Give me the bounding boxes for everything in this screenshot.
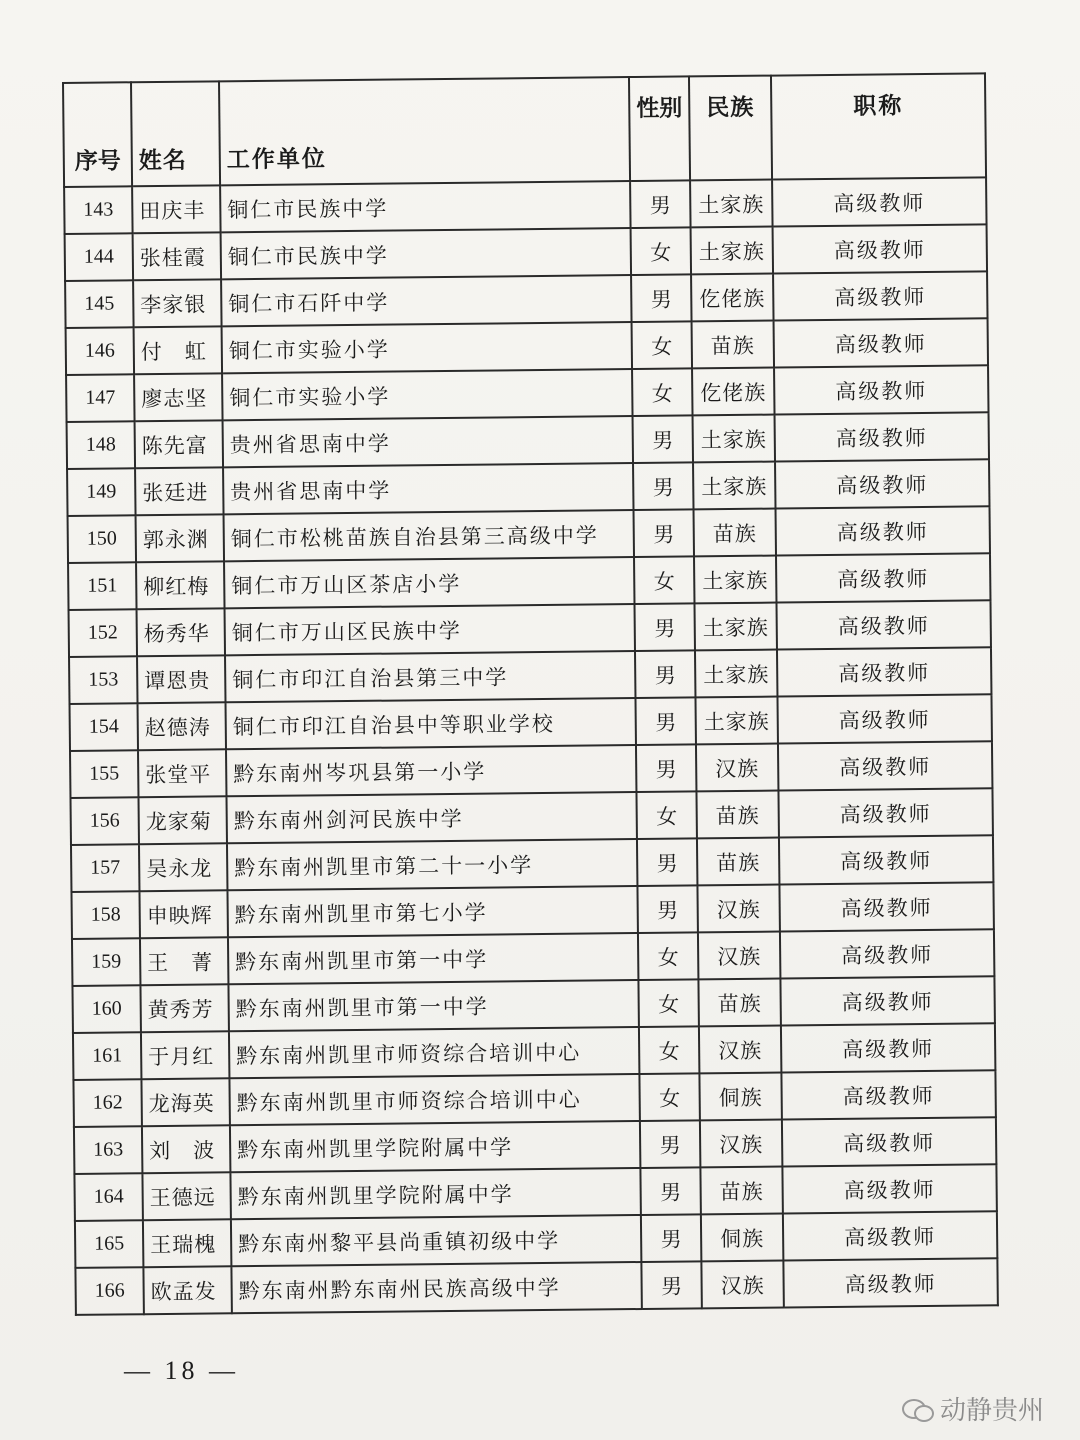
cell-sex: 男 (634, 603, 694, 651)
cell-unit: 铜仁市实验小学 (222, 322, 632, 373)
cell-unit: 黔东南州黎平县尚重镇初级中学 (231, 1215, 641, 1266)
header-no: 序号 (63, 82, 132, 187)
cell-sex: 男 (636, 744, 696, 792)
cell-name: 于月红 (141, 1031, 229, 1079)
cell-no: 161 (73, 1032, 141, 1080)
cell-unit: 黔东南州岑巩县第一小学 (226, 745, 636, 796)
cell-sex: 女 (636, 791, 696, 839)
cell-unit: 铜仁市实验小学 (222, 369, 632, 420)
cell-sex: 男 (637, 885, 697, 933)
page-number: — 18 — (124, 1356, 239, 1385)
cell-no: 157 (71, 844, 139, 892)
teacher-list-table (62, 72, 999, 1316)
cell-ethnicity: 苗族 (700, 1167, 782, 1215)
cell-unit: 贵州省思南中学 (223, 416, 633, 467)
cell-unit: 黔东南州凯里学院附属中学 (230, 1121, 640, 1172)
table-body (64, 177, 998, 1315)
cell-ethnicity: 仡佬族 (691, 274, 773, 322)
cell-title: 高级教师 (776, 553, 990, 602)
cell-unit: 黔东南州凯里学院附属中学 (230, 1168, 640, 1219)
cell-unit: 铜仁市万山区民族中学 (225, 604, 635, 655)
cell-ethnicity: 苗族 (692, 321, 774, 369)
cell-name: 陈先富 (135, 420, 223, 468)
cell-sex: 女 (638, 932, 698, 980)
cell-unit: 黔东南州凯里市师资综合培训中心 (229, 1074, 639, 1125)
cell-sex: 男 (630, 180, 690, 228)
cell-unit: 铜仁市石阡中学 (221, 275, 631, 326)
cell-unit: 铜仁市民族中学 (221, 228, 631, 279)
cell-no: 148 (67, 421, 135, 469)
wechat-icon (902, 1397, 932, 1421)
cell-no: 153 (69, 656, 137, 704)
cell-no: 164 (74, 1173, 142, 1221)
cell-name: 黄秀芳 (140, 984, 228, 1032)
cell-ethnicity: 汉族 (696, 744, 778, 792)
cell-ethnicity: 土家族 (691, 227, 773, 275)
cell-ethnicity: 汉族 (700, 1120, 782, 1168)
cell-name: 谭恩贵 (137, 655, 225, 703)
cell-sex: 男 (635, 697, 695, 745)
cell-sex: 男 (635, 650, 695, 698)
header-unit: 工作单位 (219, 77, 630, 185)
cell-title: 高级教师 (773, 224, 987, 273)
cell-unit: 黔东南州剑河民族中学 (226, 792, 636, 843)
cell-title: 高级教师 (778, 741, 992, 790)
cell-ethnicity: 仡佬族 (692, 368, 774, 416)
cell-title: 高级教师 (782, 1117, 996, 1166)
cell-sex: 女 (638, 979, 698, 1027)
cell-no: 151 (68, 562, 136, 610)
cell-ethnicity: 汉族 (698, 932, 780, 980)
cell-no: 145 (65, 280, 133, 328)
cell-name: 王德远 (142, 1172, 230, 1220)
cell-sex: 男 (640, 1120, 700, 1168)
cell-sex: 女 (632, 368, 692, 416)
cell-sex: 男 (631, 274, 691, 322)
cell-sex: 男 (633, 415, 693, 463)
cell-sex: 男 (633, 462, 693, 510)
cell-no: 159 (72, 938, 140, 986)
cell-name: 王瑞槐 (143, 1219, 231, 1267)
cell-ethnicity: 土家族 (693, 462, 775, 510)
cell-unit: 黔东南州凯里市第一中学 (228, 980, 638, 1031)
cell-name: 赵德涛 (138, 702, 226, 750)
cell-name: 廖志坚 (134, 373, 222, 421)
header-sex: 性别 (629, 76, 690, 181)
cell-ethnicity: 苗族 (694, 509, 776, 557)
cell-title: 高级教师 (781, 1070, 995, 1119)
cell-title: 高级教师 (783, 1211, 997, 1260)
cell-sex: 女 (631, 227, 691, 275)
cell-title: 高级教师 (779, 882, 993, 931)
cell-no: 144 (65, 233, 133, 281)
cell-unit: 黔东南州凯里市第一中学 (228, 933, 638, 984)
watermark-text: 动静贵州 (939, 1396, 1044, 1426)
cell-title: 高级教师 (781, 1023, 995, 1072)
cell-ethnicity: 土家族 (694, 603, 776, 651)
cell-sex: 男 (641, 1261, 701, 1309)
header-ethnicity: 民族 (689, 76, 772, 181)
table-header (63, 73, 986, 187)
cell-name: 欧孟发 (143, 1266, 231, 1314)
cell-name: 田庆丰 (132, 185, 220, 233)
cell-name: 付 虹 (134, 326, 222, 374)
cell-no: 160 (72, 985, 140, 1033)
cell-sex: 男 (641, 1214, 701, 1262)
cell-unit: 铜仁市万山区茶店小学 (224, 557, 634, 608)
cell-title: 高级教师 (777, 694, 991, 743)
cell-ethnicity: 土家族 (690, 180, 772, 228)
cell-no: 152 (69, 609, 137, 657)
cell-name: 龙家菊 (138, 796, 226, 844)
cell-title: 高级教师 (780, 929, 994, 978)
cell-unit: 铜仁市印江自治县中等职业学校 (226, 698, 636, 749)
cell-title: 高级教师 (779, 835, 993, 884)
cell-unit: 铜仁市民族中学 (220, 181, 630, 232)
cell-ethnicity: 侗族 (701, 1214, 783, 1262)
cell-no: 154 (70, 703, 138, 751)
cell-title: 高级教师 (775, 459, 989, 508)
cell-title: 高级教师 (783, 1258, 997, 1307)
cell-no: 146 (66, 327, 134, 375)
cell-name: 张桂霞 (133, 232, 221, 280)
cell-no: 166 (75, 1267, 143, 1315)
cell-name: 柳红梅 (136, 561, 224, 609)
header-name: 姓名 (131, 81, 220, 186)
cell-name: 杨秀华 (137, 608, 225, 656)
cell-title: 高级教师 (777, 647, 991, 696)
cell-title: 高级教师 (774, 318, 988, 367)
cell-title: 高级教师 (780, 976, 994, 1025)
cell-sex: 男 (637, 838, 697, 886)
cell-unit: 黔东南州凯里市第七小学 (227, 886, 637, 937)
cell-name: 郭永渊 (136, 514, 224, 562)
cell-sex: 男 (640, 1167, 700, 1215)
cell-no: 165 (75, 1220, 143, 1268)
cell-ethnicity: 土家族 (695, 650, 777, 698)
cell-name: 刘 波 (142, 1125, 230, 1173)
cell-ethnicity: 侗族 (699, 1073, 781, 1121)
cell-title: 高级教师 (778, 788, 992, 837)
cell-name: 张堂平 (138, 749, 226, 797)
cell-ethnicity: 汉族 (697, 885, 779, 933)
cell-sex: 女 (639, 1026, 699, 1074)
cell-unit: 黔东南州凯里市第二十一小学 (227, 839, 637, 890)
cell-name: 李家银 (133, 279, 221, 327)
cell-no: 158 (71, 891, 139, 939)
cell-title: 高级教师 (776, 506, 990, 555)
cell-sex: 女 (634, 556, 694, 604)
cell-no: 155 (70, 750, 138, 798)
teacher-list-table-wrap (62, 73, 963, 1316)
cell-unit: 铜仁市印江自治县第三中学 (225, 651, 635, 702)
cell-no: 163 (74, 1126, 142, 1174)
cell-no: 162 (73, 1079, 141, 1127)
cell-ethnicity: 土家族 (693, 415, 775, 463)
cell-ethnicity: 土家族 (694, 556, 776, 604)
cell-title: 高级教师 (782, 1164, 996, 1213)
cell-name: 吴永龙 (139, 843, 227, 891)
cell-sex: 男 (634, 509, 694, 557)
watermark (902, 1390, 1044, 1427)
cell-no: 149 (67, 468, 135, 516)
cell-name: 王 菁 (140, 937, 228, 985)
cell-title: 高级教师 (773, 271, 987, 320)
cell-unit: 黔东南州黔东南州民族高级中学 (231, 1262, 641, 1313)
cell-unit: 黔东南州凯里市师资综合培训中心 (229, 1027, 639, 1078)
header-title: 职称 (771, 73, 986, 179)
cell-no: 143 (64, 186, 132, 234)
cell-name: 张廷进 (135, 467, 223, 515)
cell-unit: 铜仁市松桃苗族自治县第三高级中学 (224, 510, 634, 561)
cell-title: 高级教师 (774, 365, 988, 414)
cell-no: 150 (68, 515, 136, 563)
cell-sex: 女 (632, 321, 692, 369)
cell-title: 高级教师 (775, 412, 989, 461)
cell-name: 龙海英 (141, 1078, 229, 1126)
cell-name: 申映辉 (139, 890, 227, 938)
cell-ethnicity: 苗族 (698, 979, 780, 1027)
cell-ethnicity: 汉族 (699, 1026, 781, 1074)
cell-ethnicity: 苗族 (697, 838, 779, 886)
cell-ethnicity: 土家族 (695, 697, 777, 745)
cell-no: 156 (70, 797, 138, 845)
cell-no: 147 (66, 374, 134, 422)
cell-title: 高级教师 (772, 177, 986, 226)
cell-unit: 贵州省思南中学 (223, 463, 633, 514)
cell-title: 高级教师 (776, 600, 990, 649)
cell-sex: 女 (639, 1073, 699, 1121)
header-row (63, 73, 986, 187)
cell-ethnicity: 苗族 (696, 791, 778, 839)
table-row (75, 1258, 997, 1315)
cell-ethnicity: 汉族 (701, 1261, 783, 1309)
